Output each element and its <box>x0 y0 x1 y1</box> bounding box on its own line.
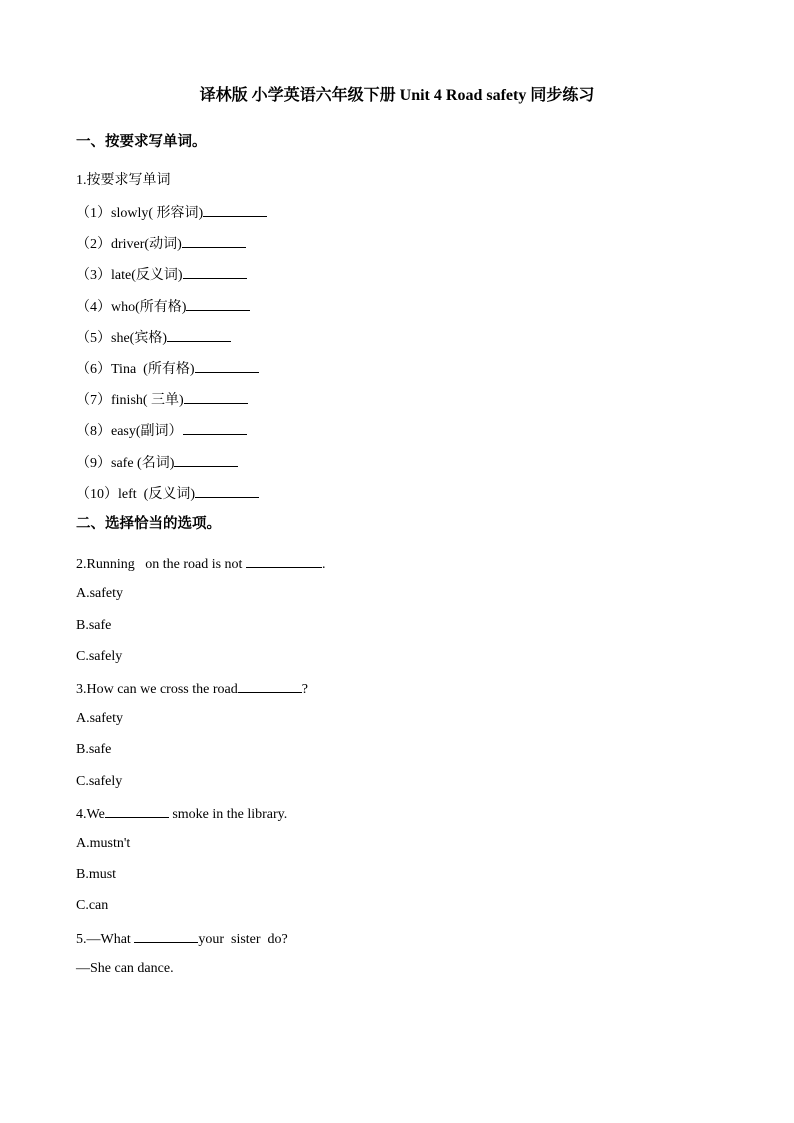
answer-blank[interactable] <box>238 678 302 693</box>
answer-blank[interactable] <box>195 358 259 373</box>
q1-item-5: （5）she(宾格) <box>76 327 231 349</box>
answer-blank[interactable] <box>182 233 246 248</box>
answer-blank[interactable] <box>174 452 238 467</box>
q4-option-a[interactable]: A.mustn't <box>76 836 131 851</box>
answer-blank[interactable] <box>186 296 250 311</box>
question-5-stem: 5.—What your sister do? <box>76 928 288 950</box>
answer-blank[interactable] <box>183 264 247 279</box>
q1-item-8: （8）easy(副词） <box>76 420 247 442</box>
q1-item-10: （10）left (反义词) <box>76 483 259 505</box>
section-2-heading: 二、选择恰当的选项。 <box>76 516 221 532</box>
q4-option-c[interactable]: C.can <box>76 898 109 913</box>
q3-option-a[interactable]: A.safety <box>76 711 124 726</box>
q2-option-c[interactable]: C.safely <box>76 649 123 664</box>
q1-item-9: （9）safe (名词) <box>76 452 238 474</box>
q3-option-b[interactable]: B.safe <box>76 742 112 757</box>
q2-option-b[interactable]: B.safe <box>76 618 112 633</box>
answer-blank[interactable] <box>195 483 259 498</box>
question-2-stem: 2.Running on the road is not . <box>76 553 325 575</box>
q3-option-c[interactable]: C.safely <box>76 774 123 789</box>
q1-item-4: （4）who(所有格) <box>76 296 250 318</box>
q1-item-2: （2）driver(动词) <box>76 233 246 255</box>
q1-item-6: （6）Tina (所有格) <box>76 358 259 380</box>
q2-option-a[interactable]: A.safety <box>76 586 124 601</box>
question-3-stem: 3.How can we cross the road ? <box>76 678 308 700</box>
q5-reply: —She can dance. <box>76 961 174 976</box>
answer-blank[interactable] <box>184 389 248 404</box>
section-1-heading: 一、按要求写单词。 <box>76 134 207 150</box>
question-4-stem: 4.We smoke in the library. <box>76 803 287 825</box>
answer-blank[interactable] <box>134 928 198 943</box>
page-title: 译林版 小学英语六年级下册 Unit 4 Road safety 同步练习 <box>199 87 595 104</box>
q1-item-7: （7）finish( 三单) <box>76 389 248 411</box>
answer-blank[interactable] <box>105 803 169 818</box>
answer-blank[interactable] <box>183 420 247 435</box>
answer-blank[interactable] <box>203 202 267 217</box>
answer-blank[interactable] <box>167 327 231 342</box>
question-1-prompt: 1.按要求写单词 <box>76 173 171 188</box>
q4-option-b[interactable]: B.must <box>76 867 117 882</box>
answer-blank[interactable] <box>246 553 322 568</box>
q1-item-1: （1）slowly( 形容词) <box>76 202 267 224</box>
q1-item-3: （3）late(反义词) <box>76 264 247 286</box>
